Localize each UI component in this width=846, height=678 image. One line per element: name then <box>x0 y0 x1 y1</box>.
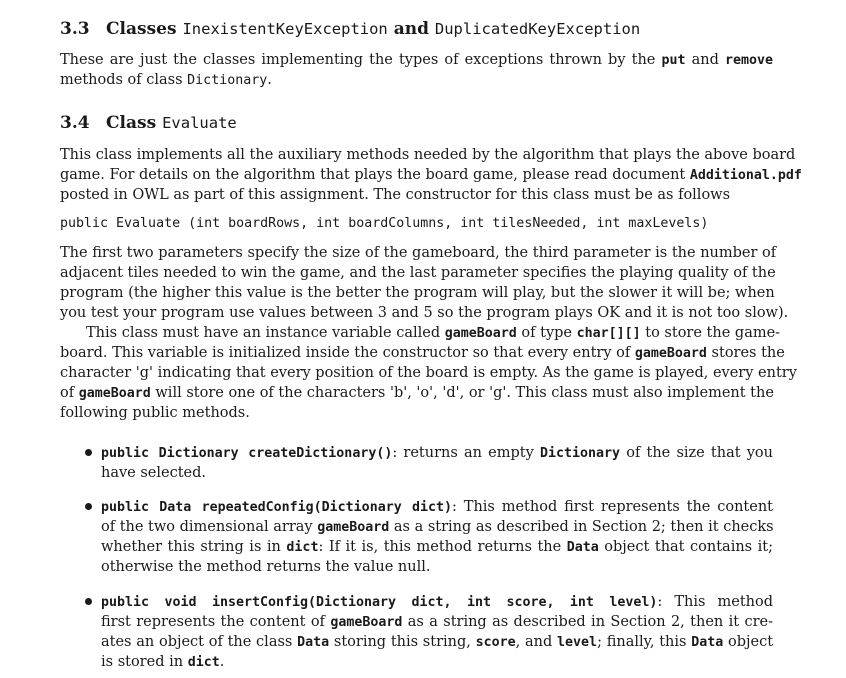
s34-p1-line: posted in OWL as part of this assignment. The constructor for this class must be as follows <box>60 187 731 203</box>
s34-p1-line: game. For details on the algorithm that plays the board game, please read document Additional.pdf <box>60 167 802 183</box>
method-repeated-config-line: whether this string is in dict: If it is, this method returns the Data object that contains it; <box>101 539 773 555</box>
s34-p1-line: This class implements all the auxiliary methods needed by the algorithm that plays the above board <box>60 147 796 163</box>
section-3-4-heading: 3.4 Class Evaluate <box>60 113 237 133</box>
s33-text-line: methods of class Dictionary. <box>60 72 272 88</box>
s33-text-line: These are just the classes implementing the types of exceptions thrown by the put and remove <box>60 52 773 68</box>
method-insert-config-line: first represents the content of gameBoard as a string as described in Section 2, then it cre- <box>101 614 774 630</box>
method-insert-config: public void insertConfig(Dictionary dict, int score, int level): This method <box>101 594 774 610</box>
section-3-3-heading: 3.3 Classes InexistentKeyException and DuplicatedKeyException <box>60 19 641 39</box>
method-insert-config-line: ates an object of the class Data storing this string, score, and level; finally, this Data object <box>101 634 774 650</box>
bullet-icon <box>85 503 92 510</box>
constructor-signature: public Evaluate (int boardRows, int boardColumns, int tilesNeeded, int maxLevels) <box>60 216 709 231</box>
s34-p2-line: adjacent tiles needed to win the game, and the last parameter specifies the playing quality of the <box>60 265 776 281</box>
method-insert-config-line: is stored in dict. <box>101 654 225 670</box>
bullet-icon <box>85 449 92 456</box>
bullet-icon <box>85 598 92 605</box>
s34-p3-line: This class must have an instance variable called gameBoard of type char[][] to store the game- <box>86 325 781 341</box>
s34-p3-line: following public methods. <box>60 405 250 421</box>
s34-p3-line: character 'g' indicating that every position of the board is empty. As the game is played, every entry <box>60 365 797 381</box>
method-repeated-config: public Data repeatedConfig(Dictionary dict): This method first represents the content <box>101 499 774 515</box>
method-repeated-config-line: of the two dimensional array gameBoard as a string as described in Section 2; then it checks <box>101 519 774 535</box>
s34-p2-line: program (the higher this value is the better the program will play, but the slower it will be; when <box>60 285 775 301</box>
s34-p3-line: board. This variable is initialized inside the constructor so that every entry of gameBoard stores the <box>60 345 785 361</box>
s34-p3-line: of gameBoard will store one of the characters 'b', 'o', 'd', or 'g'. This class must also implement the <box>60 385 774 401</box>
method-create-dictionary-line: have selected. <box>101 465 207 481</box>
s34-p2-line: The first two parameters specify the size of the gameboard, the third parameter is the number of <box>60 245 777 261</box>
s34-p2-line: you test your program use values between 3 and 5 so the program plays OK and it is not too slow). <box>60 305 789 321</box>
method-repeated-config-line: otherwise the method returns the value null. <box>101 559 431 575</box>
method-create-dictionary: public Dictionary createDictionary(): returns an empty Dictionary of the size that you <box>101 445 774 461</box>
